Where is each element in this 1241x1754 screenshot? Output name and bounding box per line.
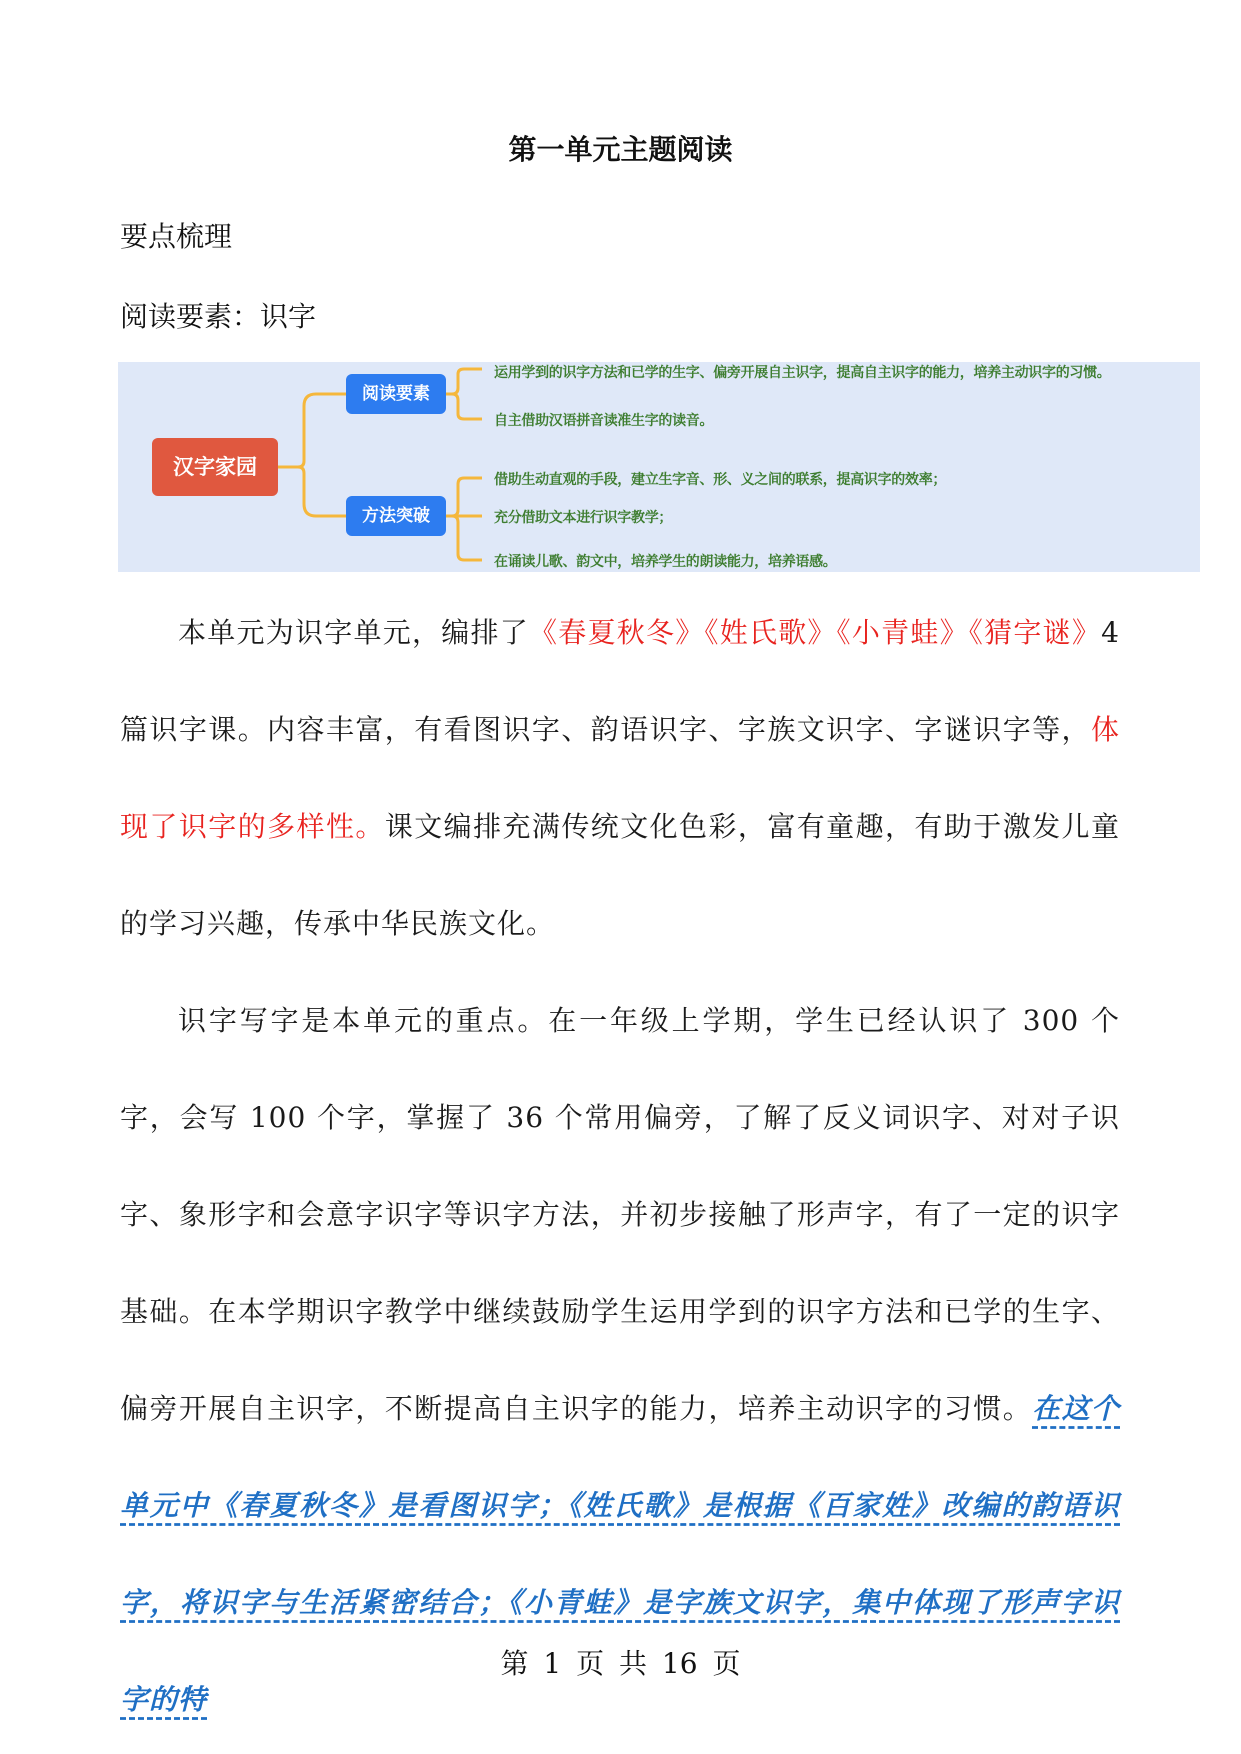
mindmap-root-node: 汉字家园 — [152, 438, 278, 496]
paragraph-text: 课文编排充满传统文化色彩，富有童趣，有助于激发儿童的学习兴趣，传承中华民族文化。 — [120, 810, 1120, 940]
connector-branch1-leaf1 — [446, 369, 482, 394]
mind-map — [118, 362, 1200, 572]
connector-branch2-leaf1 — [446, 478, 482, 516]
paragraph-text: 本单元为识字单元，编排了 — [178, 616, 529, 649]
mindmap-leaf: 充分借助文本进行识字教学； — [494, 510, 673, 526]
connector-root-branch2 — [278, 467, 346, 516]
lesson-titles-highlight: 《春夏秋冬》《姓氏歌》《小青蛙》《猜字谜》 — [528, 616, 1102, 649]
mindmap-branch-reading-elements: 阅读要素 — [346, 374, 446, 414]
paragraph-unit-overview — [120, 584, 1120, 972]
reading-element-heading: 阅读要素：识字 — [120, 300, 317, 333]
mindmap-leaf: 运用学到的识字方法和已学的生字、偏旁开展自主识字，提高自主识字的能力，培养主动识字的习惯。 — [494, 365, 1111, 381]
paragraph-text: 4 篇识字课。内容丰富，有看图识字、韵语识字、字族文识字、字谜识字等， — [120, 616, 1120, 746]
connector-branch2-leaf3 — [446, 516, 482, 560]
lesson-types-highlight: 在这个单元中《春夏秋冬》是看图识字；《姓氏歌》是根据《百家姓》改编的韵语识字，将识字与生活紧密结合；《小青蛙》是字族文识字，集中体现了形声字识字的特 — [120, 1392, 1120, 1716]
diversity-highlight: 体现了识字的多样性。 — [120, 713, 1120, 843]
connector-root-branch1 — [278, 394, 346, 467]
mindmap-leaf: 借助生动直观的手段，建立生字音、形、义之间的联系，提高识字的效率； — [494, 472, 947, 488]
connector-branch1-leaf2 — [446, 394, 482, 419]
mind-map-connectors — [118, 362, 1200, 572]
page-footer: 第 1 页 共 16 页 — [500, 1647, 741, 1680]
mindmap-leaf: 自主借助汉语拼音读准生字的读音。 — [494, 413, 714, 429]
page-title: 第一单元主题阅读 — [508, 133, 733, 166]
paragraph-literacy-focus — [120, 972, 1120, 1748]
paragraph-text: 识字写字是本单元的重点。在一年级上学期，学生已经认识了 300 个字，会写 100 个字，掌握了 36 个常用偏旁，了解了反义词识字、对对子识字、象形字和会意字识字等识字方法，并初步接触了形声字，有了一定的识字基础。在本学期识字教学中继续鼓励学生运用学到的识字方法和已学的生字、偏旁开展自主识字，不断提高自主识字的能力，培养主动识字的习惯。 — [120, 1004, 1120, 1425]
mindmap-branch-method-breakthrough: 方法突破 — [346, 496, 446, 536]
section-heading: 要点梳理 — [120, 220, 233, 253]
mindmap-leaf: 在诵读儿歌、韵文中，培养学生的朗读能力，培养语感。 — [494, 554, 837, 570]
